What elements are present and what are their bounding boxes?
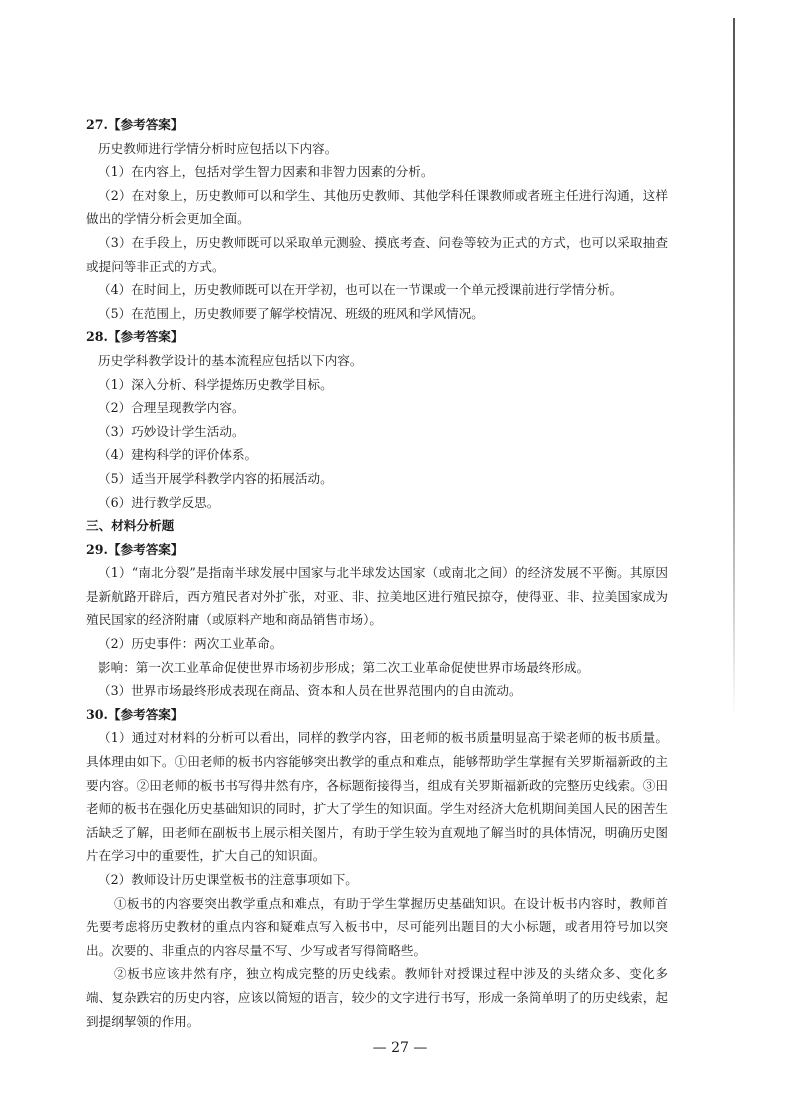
q27-heading: 27.【参考答案】	[86, 117, 184, 132]
q27-item: （3）在手段上，历史教师既可以采取单元测验、摸底考查、问卷等较为正式的方式，也可以采取抽查或提问等非正式的方式。	[86, 234, 668, 274]
q28-intro: 历史学科教学设计的基本流程应包括以下内容。	[98, 352, 363, 368]
document-body	[86, 113, 668, 1033]
section-heading: 三、材料分析题	[86, 518, 175, 534]
q27-item: （1）在内容上，包括对学生智力因素和非智力因素的分析。	[98, 164, 434, 180]
q28-item: （3）巧妙设计学生活动。	[98, 423, 245, 439]
q29-heading: 29.【参考答案】	[86, 541, 184, 557]
q29-paragraph: （3）世界市场最终形成表现在商品、资本和人员在世界范围内的自由流动。	[98, 683, 522, 699]
q28-item: （5）适当开展学科教学内容的拓展活动。	[98, 470, 333, 486]
page-number: — 27 —	[372, 1040, 428, 1056]
q28-item: （1）深入分析、科学提炼历史教学目标。	[98, 376, 333, 392]
q30-paragraph: ①板书的内容要突出教学重点和难点，有助于学生掌握历史基础知识。在设计板书内容时，教师首先要考虑将历史教材的重点内容和疑难点写入板书中，尽可能列出题目的大小标题，或者用符号加以突出。次要的、非重点的内容尽量不写、少写或者写得简略些。	[86, 895, 668, 958]
q27-item: （2）在对象上，历史教师可以和学生、其他历史教师、其他学科任课教师或者班主任进行沟通，这样做出的学情分析会更加全面。	[86, 187, 668, 227]
q29-paragraph: 影响：第一次工业革命促使世界市场初步形成；第二次工业革命促使世界市场最终形成。	[98, 659, 590, 675]
q27-item: （5）在范围上，历史教师要了解学校情况、班级的班风和学风情况。	[98, 305, 484, 321]
q30-paragraph: ②板书应该井然有序，独立构成完整的历史线索。教师针对授课过程中涉及的头绪众多、变化多端、复杂跌宕的历史内容，应该以简短的语言，较少的文字进行书写，形成一条简单明了的历史线索，起到提纲挈领的作用。	[86, 966, 668, 1029]
q27-item: （4）在时间上，历史教师既可以在开学初，也可以在一节课或一个单元授课前进行学情分析。	[98, 282, 623, 298]
q28-item: （4）建构科学的评价体系。	[98, 447, 258, 463]
q28-heading: 28.【参考答案】	[86, 329, 184, 345]
q27-intro: 历史教师进行学情分析时应包括以下内容。	[98, 140, 338, 156]
q30-heading: 30.【参考答案】	[86, 706, 184, 722]
q29-paragraph: （2）历史事件：两次工业革命。	[98, 636, 283, 652]
q29-paragraph: （1）“南北分裂”是指南半球发展中国家与北半球发达国家（或南北之间）的经济发展不平衡。其原因是新航路开辟后，西方殖民者对外扩张，对亚、非、拉美地区进行殖民掠夺，使得亚、非、拉美国家成为殖民国家的经济附庸（或原料产地和商品销售市场）。	[86, 565, 668, 628]
q28-item: （6）进行教学反思。	[98, 494, 220, 510]
scan-edge-line	[733, 18, 735, 718]
q30-paragraph: （2）教师设计历史课堂板书的注意事项如下。	[98, 872, 358, 887]
q30-paragraph: （1）通过对材料的分析可以看出，同样的教学内容，田老师的板书质量明显高于梁老师的板书质量。具体理由如下。①田老师的板书内容能够突出教学的重点和难点，能够帮助学生掌握有关罗斯福新政的主要内容。②田老师的板书书写得井然有序，各标题衔接得当，组成有关罗斯福新政的完整历史线索。③田老师的板书在强化历史基础知识的同时，扩大了学生的知识面。学生对经济大危机期间美国人民的困苦生活缺乏了解，田老师在副板书上展示相关图片，有助于学生较为直观地了解当时的具体情况，明确历史图片在学习中的重要性，扩大自己的知识面。	[86, 730, 668, 864]
q28-item: （2）合理呈现教学内容。	[98, 400, 245, 416]
